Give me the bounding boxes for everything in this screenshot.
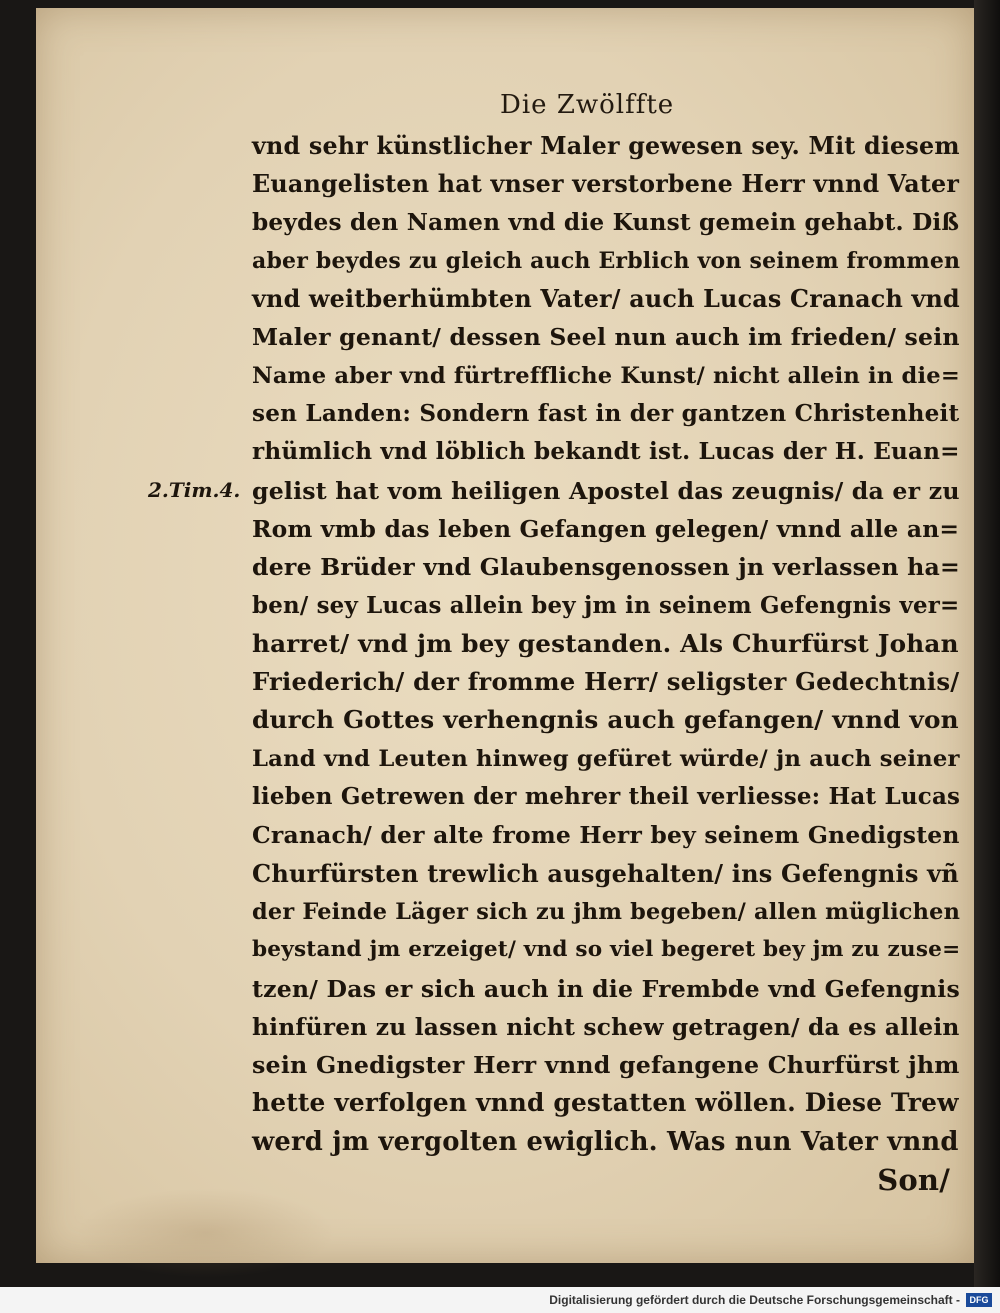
- text-line: harret/ vnd jm bey gestanden. Als Churfürst Johan: [252, 628, 959, 658]
- text-line: rhümlich vnd löblich bekandt ist. Lucas der H. Euan=: [252, 438, 960, 466]
- text-line: lieben Getrewen der mehrer theil verliesse: Hat Lucas: [252, 783, 961, 811]
- text-line: beydes den Namen vnd die Kunst gemein gehabt. Diß: [252, 208, 960, 236]
- margin-note-reference: 2.Tim.4.: [148, 478, 241, 502]
- text-line: Friederich/ der fromme Herr/ seligster Gedechtnis/: [252, 667, 960, 697]
- footer-credit-text: Digitalisierung gefördert durch die Deutsche Forschungsgemeinschaft -: [549, 1293, 960, 1307]
- paper-stain: [76, 1188, 336, 1278]
- text-line: gelist hat vom heiligen Apostel das zeugnis/ da er zu: [252, 476, 960, 505]
- text-line: Cranach/ der alte frome Herr bey seinem Gnedigsten: [252, 821, 960, 850]
- text-line: Churfürsten trewlich ausgehalten/ ins Gefengnis vñ: [252, 858, 959, 888]
- running-head: Die Zwölffte: [500, 90, 675, 120]
- dfg-logo-icon: DFG: [966, 1293, 992, 1307]
- text-line: der Feinde Läger sich zu jhm begeben/ allen müglichen: [252, 898, 961, 925]
- text-line: ben/ sey Lucas allein bey jm in seinem Gefengnis ver=: [252, 591, 960, 619]
- page-edge-shadow: [974, 0, 1000, 1313]
- text-line: sein Gnedigster Herr vnnd gefangene Churfürst jhm: [252, 1051, 960, 1080]
- text-line: werd jm vergolten ewiglich. Was nun Vater vnnd: [252, 1126, 959, 1157]
- text-line: hinfüren zu lassen nicht schew getragen/ da es allein: [252, 1012, 960, 1041]
- text-line: vnd weitberhümbten Vater/ auch Lucas Cranach vnd: [252, 285, 960, 314]
- body-text: [252, 127, 962, 1199]
- text-line: Son/: [877, 1163, 950, 1198]
- text-line: Euangelisten hat vnser verstorbene Herr vnnd Vater: [252, 170, 960, 199]
- text-line: beystand jm erzeiget/ vnd so viel begeret bey jm zu zuse=: [252, 937, 961, 963]
- text-line: durch Gottes verhengnis auch gefangen/ vnnd von: [252, 705, 959, 735]
- text-line: Name aber vnd fürtreffliche Kunst/ nicht allein in die=: [252, 362, 960, 389]
- text-line: Land vnd Leuten hinweg gefüret würde/ jn auch seiner: [252, 745, 960, 772]
- digitization-footer: [0, 1287, 1000, 1313]
- text-line: dere Brüder vnd Glaubensgenossen jn verlassen ha=: [252, 553, 960, 582]
- text-line: tzen/ Das er sich auch in die Frembde vnd Gefengnis: [252, 974, 960, 1003]
- text-line: aber beydes zu gleich auch Erblich von seinem frommen: [252, 247, 961, 274]
- text-line: vnd sehr künstlicher Maler gewesen sey. Mit diesem: [252, 132, 960, 160]
- text-line: Maler genant/ dessen Seel nun auch im frieden/ sein: [252, 323, 960, 352]
- text-line: hette verfolgen vnnd gestatten wöllen. Diese Trew: [252, 1088, 959, 1118]
- text-line: sen Landen: Sondern fast in der gantzen Christenheit: [252, 400, 960, 428]
- text-line: Rom vmb das leben Gefangen gelegen/ vnnd alle an=: [252, 514, 960, 543]
